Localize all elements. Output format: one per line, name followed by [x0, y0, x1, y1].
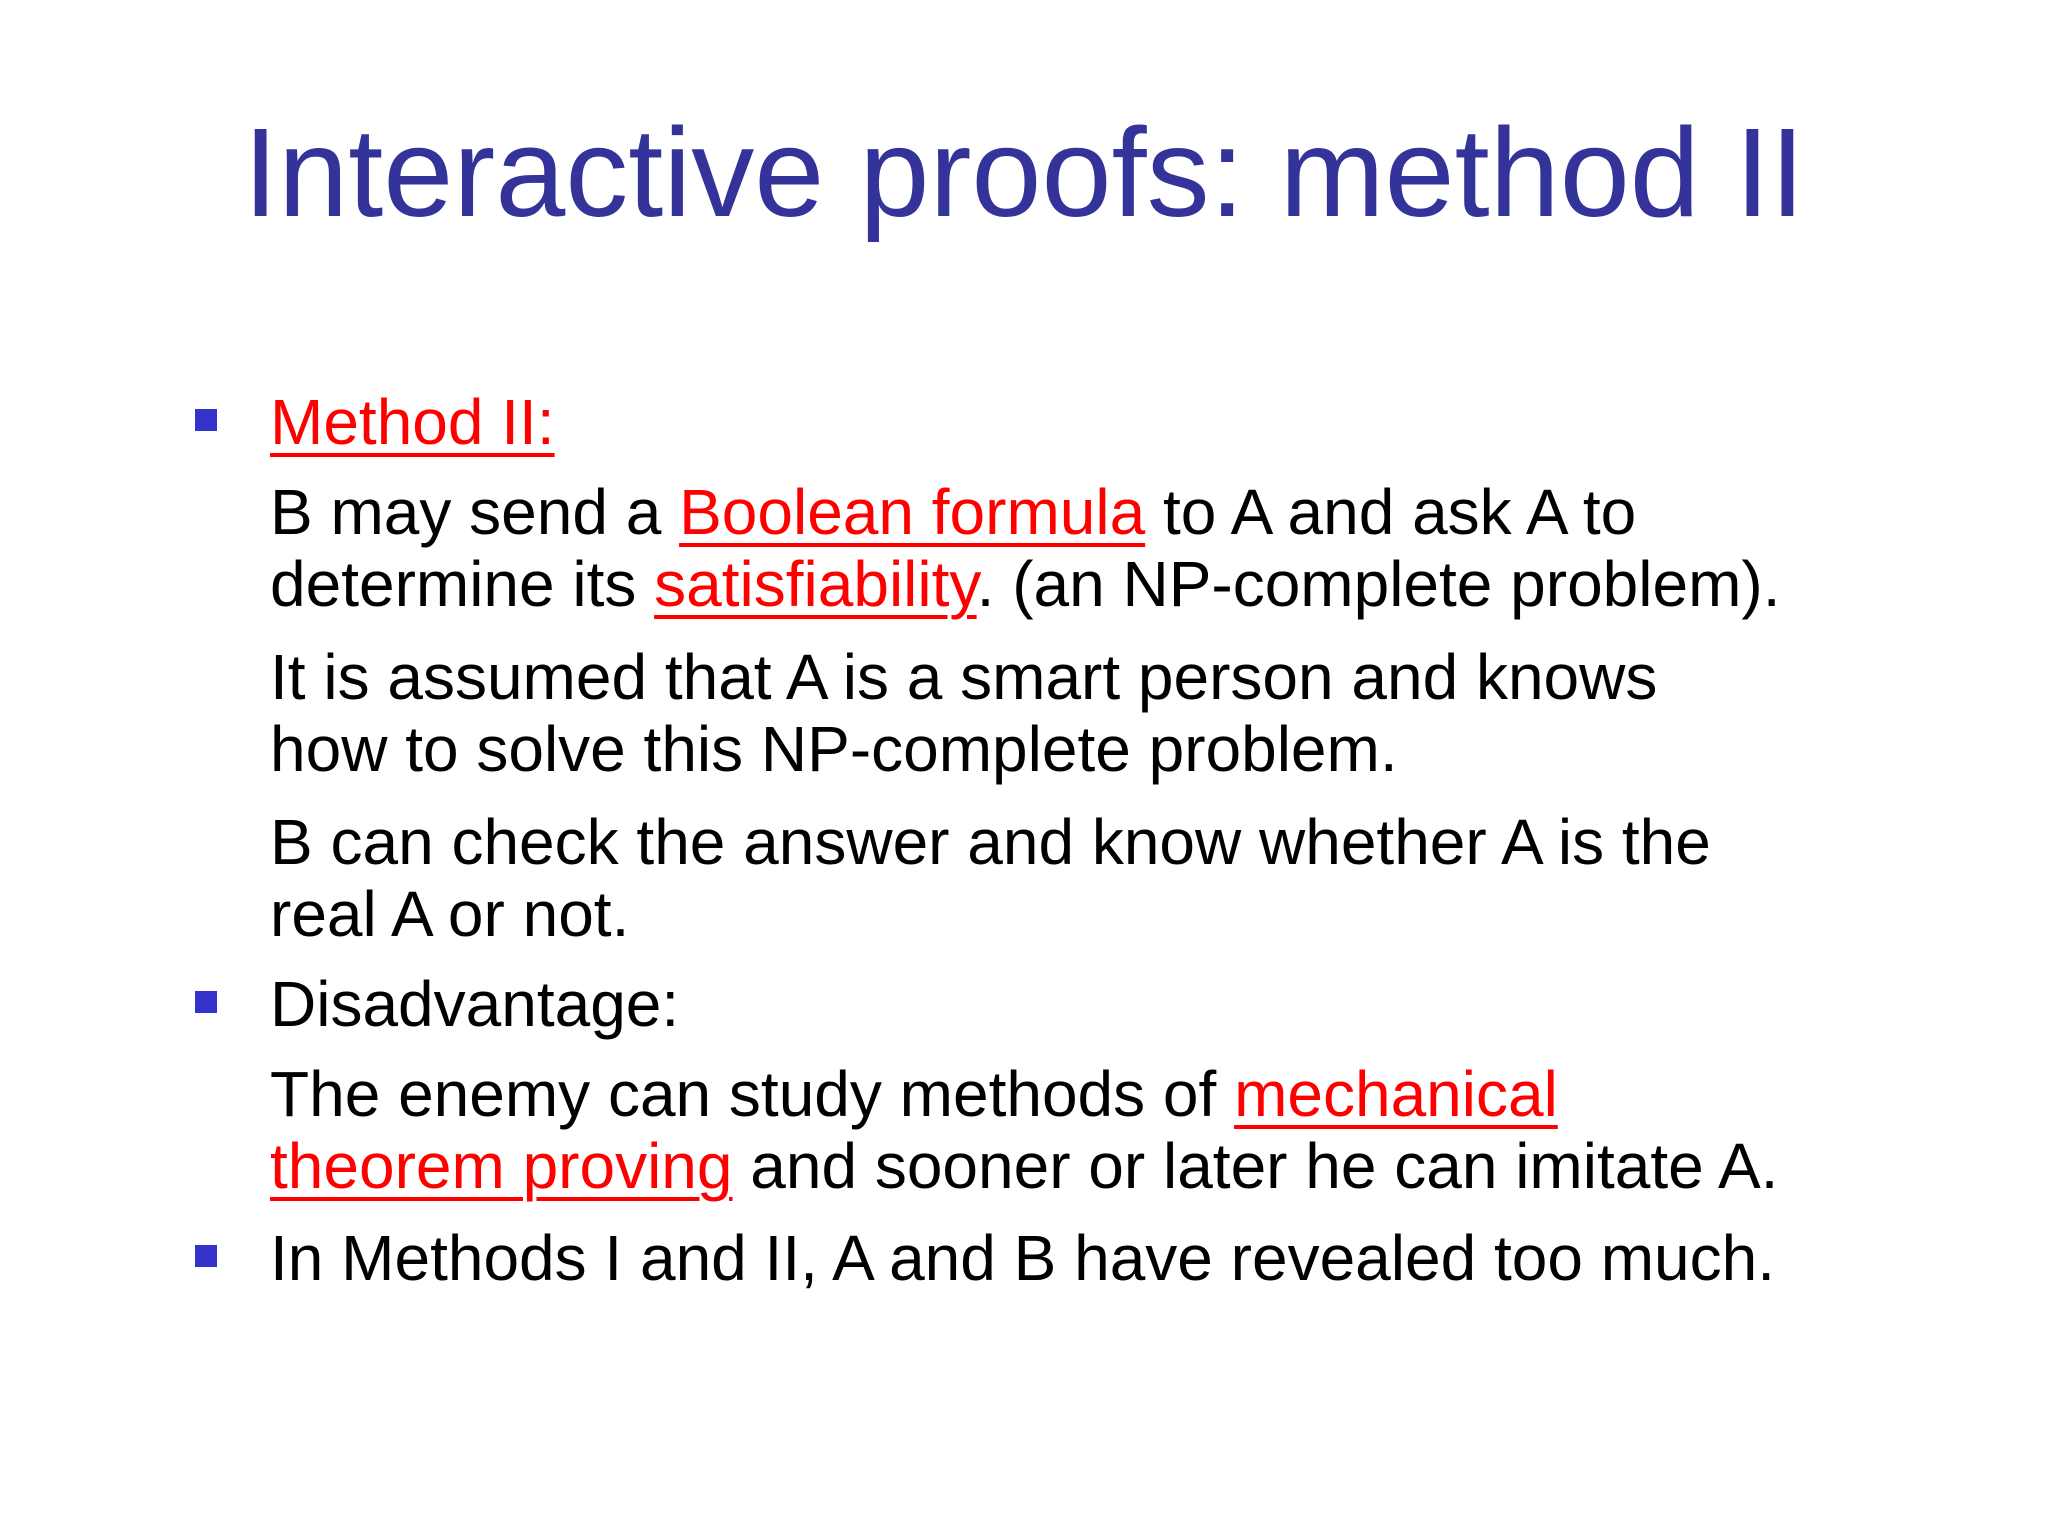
- square-bullet-icon: [195, 991, 217, 1013]
- square-bullet-icon: [195, 409, 217, 431]
- square-bullet-icon: [195, 1245, 217, 1267]
- para-text: how to solve this NP-complete problem.: [270, 713, 1398, 785]
- para-text: It is assumed that A is a smart person and knows: [270, 641, 1658, 713]
- method-ii-paragraph-1: [270, 476, 1990, 620]
- para-text: real A or not.: [270, 878, 630, 950]
- theorem-proving-link[interactable]: theorem proving: [270, 1130, 733, 1202]
- disadvantage-paragraph: [270, 1058, 1990, 1202]
- boolean-formula-link[interactable]: Boolean formula: [679, 476, 1146, 548]
- para-text: to A and ask A to: [1145, 476, 1637, 548]
- para-text: B can check the answer and know whether A is the: [270, 806, 1711, 878]
- para-text: . (an NP-complete problem).: [976, 548, 1781, 620]
- para-text: B may send a: [270, 476, 680, 548]
- para-text: and sooner or later he can imitate A.: [732, 1130, 1779, 1202]
- method-ii-paragraph-2: [270, 641, 1990, 785]
- bullet-label: Disadvantage:: [270, 968, 680, 1040]
- para-text: determine its: [270, 548, 655, 620]
- slide-title: Interactive proofs: method II: [243, 102, 1805, 243]
- para-text: The enemy can study methods of: [270, 1058, 1235, 1130]
- method-ii-paragraph-3: [270, 806, 1990, 950]
- satisfiability-link[interactable]: satisfiability: [654, 548, 977, 620]
- mechanical-link[interactable]: mechanical: [1234, 1058, 1558, 1130]
- method-ii-link[interactable]: Method II:: [270, 386, 555, 458]
- bullet-label: In Methods I and II, A and B have revealed too much.: [270, 1222, 1775, 1294]
